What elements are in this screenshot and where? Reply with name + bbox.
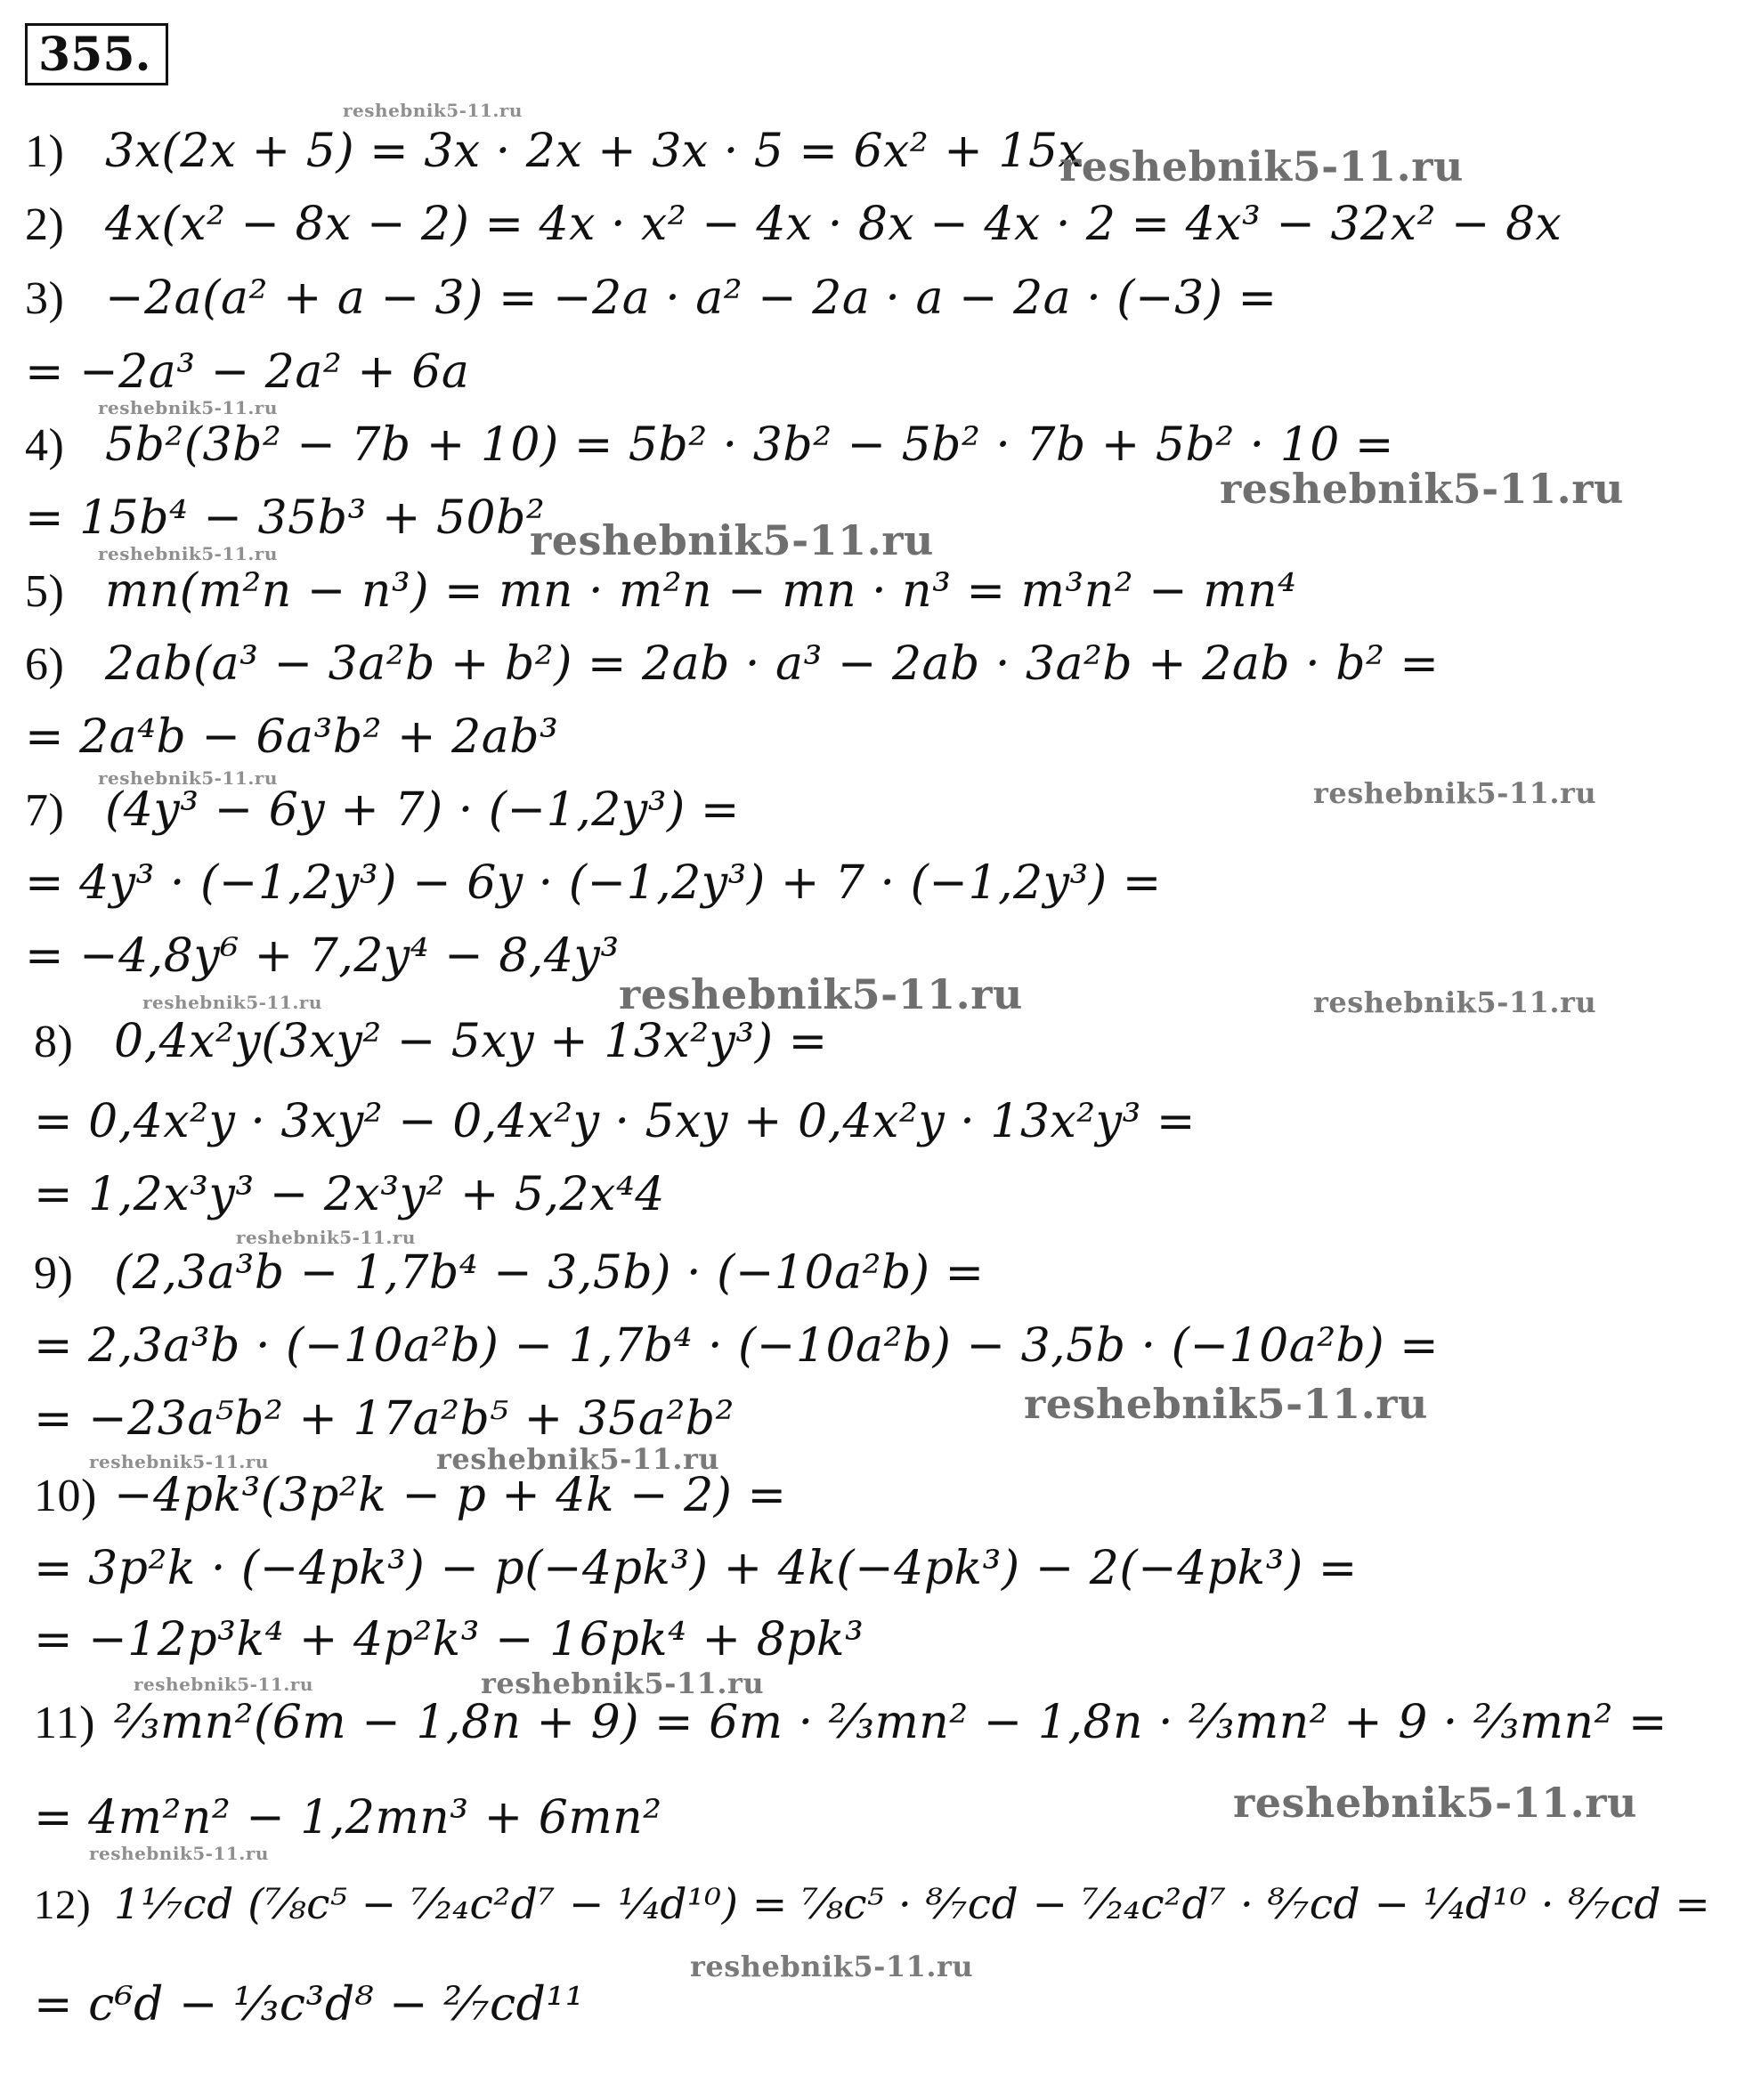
solution-line-1 bbox=[25, 125, 1084, 179]
watermark: reshebnik5-11.ru bbox=[530, 516, 934, 564]
solution-line-9 bbox=[34, 1246, 985, 1301]
solution-line-8-cont2 bbox=[34, 1168, 665, 1221]
item-number: 7) bbox=[25, 785, 65, 836]
item-number: 12) bbox=[34, 1882, 92, 1928]
solution-line-11 bbox=[34, 1696, 1668, 1750]
item-text: 3x(2x + 5) = 3x · 2x + 3x · 5 = 6x² + 15x bbox=[105, 125, 1085, 178]
item-text: = 2,3a³b · (−10a²b) − 1,7b⁴ · (−10a²b) − 3,5b · (−10a²b) = bbox=[34, 1319, 1440, 1373]
item-text: −2a(a² + a − 3) = −2a · a² − 2a · a − 2a · (−3) = bbox=[105, 272, 1278, 325]
watermark: reshebnik5-11.ru bbox=[1233, 1779, 1637, 1827]
item-text: (4y³ − 6y + 7) · (−1,2y³) = bbox=[105, 783, 740, 837]
solution-line-4 bbox=[25, 418, 1394, 473]
solution-line-7-cont bbox=[25, 856, 1162, 910]
watermark: reshebnik5-11.ru bbox=[134, 1674, 313, 1695]
watermark: reshebnik5-11.ru bbox=[98, 397, 278, 418]
item-text: = −23a⁵b² + 17a²b⁵ + 35a²b² bbox=[34, 1392, 734, 1446]
watermark: reshebnik5-11.ru bbox=[98, 767, 278, 789]
item-number: 2) bbox=[25, 199, 65, 250]
item-text: 0,4x²y(3xy² − 5xy + 13x²y³) = bbox=[114, 1015, 828, 1068]
watermark: reshebnik5-11.ru bbox=[619, 970, 1023, 1018]
solution-line-7 bbox=[25, 783, 740, 838]
item-text: 1¹⁄₇cd (⁷⁄₈c⁵ − ⁷⁄₂₄c²d⁷ − ¹⁄₄d¹⁰) = ⁷⁄₈c⁵ · ⁸⁄₇cd − ⁷⁄₂₄c²d⁷ · ⁸⁄₇cd − ¹⁄₄d¹⁰ · ⁸⁄₇cd = bbox=[114, 1880, 1711, 1929]
solution-line-10-cont2 bbox=[34, 1613, 864, 1666]
item-text: −4pk³(3p²k − p + 4k − 2) = bbox=[114, 1469, 787, 1522]
watermark: reshebnik5-11.ru bbox=[98, 543, 278, 564]
solution-line-6-cont bbox=[25, 710, 558, 764]
item-number: 4) bbox=[25, 420, 65, 471]
item-text: = 0,4x²y · 3xy² − 0,4x²y · 5xy + 0,4x²y · 13x²y³ = bbox=[34, 1095, 1196, 1148]
solution-line-12 bbox=[34, 1878, 1710, 1932]
item-text: = 1,2x³y³ − 2x³y² + 5,2x⁴4 bbox=[34, 1168, 665, 1221]
watermark: reshebnik5-11.ru bbox=[436, 1442, 720, 1476]
item-text: = −2a³ − 2a² + 6a bbox=[25, 345, 470, 399]
solution-line-9-cont2 bbox=[34, 1392, 734, 1446]
watermark: reshebnik5-11.ru bbox=[142, 992, 322, 1013]
solution-line-9-cont bbox=[34, 1319, 1439, 1373]
item-text: = 4m²n² − 1,2mn³ + 6mn² bbox=[34, 1791, 662, 1845]
solution-line-8-cont bbox=[34, 1095, 1196, 1148]
watermark: reshebnik5-11.ru bbox=[89, 1843, 269, 1864]
exercise-number: 355. bbox=[25, 23, 168, 85]
watermark: reshebnik5-11.ru bbox=[481, 1666, 765, 1700]
solution-line-2 bbox=[25, 198, 1562, 252]
item-text: = 2a⁴b − 6a³b² + 2ab³ bbox=[25, 710, 559, 764]
solution-line-8 bbox=[34, 1015, 828, 1069]
item-number: 6) bbox=[25, 639, 65, 690]
watermark: reshebnik5-11.ru bbox=[1220, 465, 1624, 513]
watermark: reshebnik5-11.ru bbox=[1059, 142, 1464, 191]
item-number: 10) bbox=[34, 1471, 97, 1521]
watermark: reshebnik5-11.ru bbox=[1313, 776, 1597, 810]
solution-line-3-cont bbox=[25, 345, 469, 399]
item-text: = −4,8y⁶ + 7,2y⁴ − 8,4y³ bbox=[25, 929, 620, 983]
item-number: 3) bbox=[25, 273, 65, 324]
item-text: = c⁶d − ¹⁄₃c³d⁸ − ²⁄₇cd¹¹ bbox=[34, 1978, 585, 2031]
item-number: 5) bbox=[25, 566, 65, 617]
solution-line-7-cont2 bbox=[25, 929, 620, 983]
item-number: 8) bbox=[34, 1017, 74, 1067]
item-text: mn(m²n − n³) = mn · m²n − mn · n³ = m³n² − mn⁴ bbox=[105, 564, 1297, 618]
solution-line-6 bbox=[25, 637, 1439, 692]
watermark: reshebnik5-11.ru bbox=[690, 1950, 974, 1983]
item-number: 11) bbox=[34, 1698, 95, 1748]
solution-line-4-cont bbox=[25, 491, 545, 545]
watermark: reshebnik5-11.ru bbox=[343, 100, 523, 121]
item-number: 9) bbox=[34, 1248, 74, 1299]
solution-line-10-cont bbox=[34, 1542, 1358, 1595]
watermark: reshebnik5-11.ru bbox=[89, 1451, 269, 1472]
item-text: 2ab(a³ − 3a²b + b²) = 2ab · a³ − 2ab · 3a²b + 2ab · b² = bbox=[105, 637, 1440, 691]
solution-line-3 bbox=[25, 272, 1278, 326]
solution-line-11-cont bbox=[34, 1791, 662, 1845]
item-text: ²⁄₃mn²(6m − 1,8n + 9) = 6m · ²⁄₃mn² − 1,8n · ²⁄₃mn² + 9 · ²⁄₃mn² = bbox=[114, 1696, 1668, 1749]
item-number: 1) bbox=[25, 126, 65, 177]
solution-line-5 bbox=[25, 564, 1296, 619]
watermark: reshebnik5-11.ru bbox=[236, 1227, 416, 1248]
watermark: reshebnik5-11.ru bbox=[1024, 1380, 1428, 1428]
item-text: 4x(x² − 8x − 2) = 4x · x² − 4x · 8x − 4x · 2 = 4x³ − 32x² − 8x bbox=[105, 198, 1562, 251]
solution-line-12-cont bbox=[34, 1978, 584, 2031]
item-text: 5b²(3b² − 7b + 10) = 5b² · 3b² − 5b² · 7b + 5b² · 10 = bbox=[105, 418, 1394, 472]
watermark: reshebnik5-11.ru bbox=[1313, 985, 1597, 1019]
item-text: = 3p²k · (−4pk³) − p(−4pk³) + 4k(−4pk³) − 2(−4pk³) = bbox=[34, 1542, 1358, 1595]
solution-line-10 bbox=[34, 1469, 787, 1523]
item-text: (2,3a³b − 1,7b⁴ − 3,5b) · (−10a²b) = bbox=[114, 1246, 985, 1300]
item-text: = −12p³k⁴ + 4p²k³ − 16pk⁴ + 8pk³ bbox=[34, 1613, 864, 1666]
item-text: = 15b⁴ − 35b³ + 50b² bbox=[25, 491, 546, 545]
item-text: = 4y³ · (−1,2y³) − 6y · (−1,2y³) + 7 · (−1,2y³) = bbox=[25, 856, 1162, 910]
